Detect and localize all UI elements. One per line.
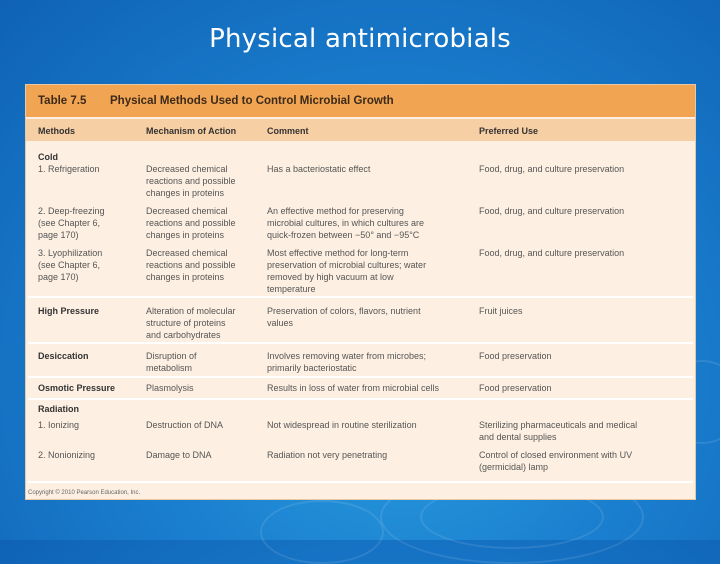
table-cell-comment: Has a bacteriostatic effect [267,164,371,174]
table-cell-preferred-use: Food, drug, and culture preservation [479,248,625,258]
table-cell-preferred-use: Food, drug, and culture preservation [479,164,625,174]
table-cell-mechanism: Decreased chemical reactions and possible changes in proteins [146,206,236,240]
row-divider [28,296,693,298]
table-cell-preferred-use: Fruit juices [479,306,523,316]
column-header-row [26,119,695,141]
table-cell-comment: Results in loss of water from microbial cells [267,383,440,393]
table-number: Table 7.5 [38,95,87,107]
slide-title: Physical antimicrobials [209,24,511,54]
column-header-comment: Comment [267,126,309,136]
table-cell-method: 3. Lyophilization (see Chapter 6, page 170) [38,248,103,282]
table-cell-mechanism: Destruction of DNA [146,420,224,430]
table-cell-method: Desiccation [38,351,89,361]
table-cell-preferred-use: Sterilizing pharmaceuticals and medical and dental supplies [479,420,638,442]
table-cell-mechanism: Decreased chemical reactions and possible changes in proteins [146,248,236,282]
table-cell-comment: Not widespread in routine sterilization [267,420,417,430]
copyright-notice: Copyright © 2010 Pearson Education, Inc. [28,490,141,496]
table-caption: Physical Methods Used to Control Microbial Growth [110,95,394,107]
row-divider [28,376,693,378]
table-cell-comment: An effective method for preserving microbial cultures, in which cultures are quick-frozen between −50° and −95°C [267,206,425,240]
table-cell-comment: Preservation of colors, flavors, nutrient values [267,306,421,328]
table-cell-method: 2. Nonionizing [38,450,96,460]
row-divider [28,398,693,400]
table-cell-method: 2. Deep-freezing (see Chapter 6, page 170) [38,206,105,240]
ripple-decoration [260,500,384,564]
table-cell-method: High Pressure [38,306,100,316]
table-cell-preferred-use: Food preservation [479,383,552,393]
table-cell-mechanism: Alteration of molecular structure of proteins and carbohydrates [146,306,236,340]
table-cell-mechanism: Plasmolysis [146,383,194,393]
table-cell-preferred-use: Control of closed environment with UV (germicidal) lamp [479,450,633,472]
table-cell-mechanism: Disruption of metabolism [146,351,197,373]
table-cell-method: 1. Refrigeration [38,164,100,174]
table-header-bar [26,85,695,117]
table-cell-preferred-use: Food preservation [479,351,552,361]
table-cell-mechanism: Damage to DNA [146,450,212,460]
table-cell-comment: Most effective method for long-term preservation of microbial cultures; water removed by high vacuum at low temperature [267,248,427,294]
table-cell-comment: Involves removing water from microbes; primarily bacteriostatic [267,351,427,373]
column-header-methods: Methods [38,126,75,136]
table-card [25,84,696,500]
column-header-preferred-use: Preferred Use [479,126,539,136]
column-header-mechanism: Mechanism of Action [146,126,237,136]
row-divider [28,342,693,344]
row-divider [28,481,693,483]
table-cell-method: 1. Ionizing [38,420,80,430]
table-cell-method: Osmotic Pressure [38,383,116,393]
group-label-cold: Cold [38,152,58,162]
group-label-radiation: Radiation [38,404,80,414]
table-cell-comment: Radiation not very penetrating [267,450,388,460]
table-cell-mechanism: Decreased chemical reactions and possible changes in proteins [146,164,236,198]
table-cell-preferred-use: Food, drug, and culture preservation [479,206,625,216]
